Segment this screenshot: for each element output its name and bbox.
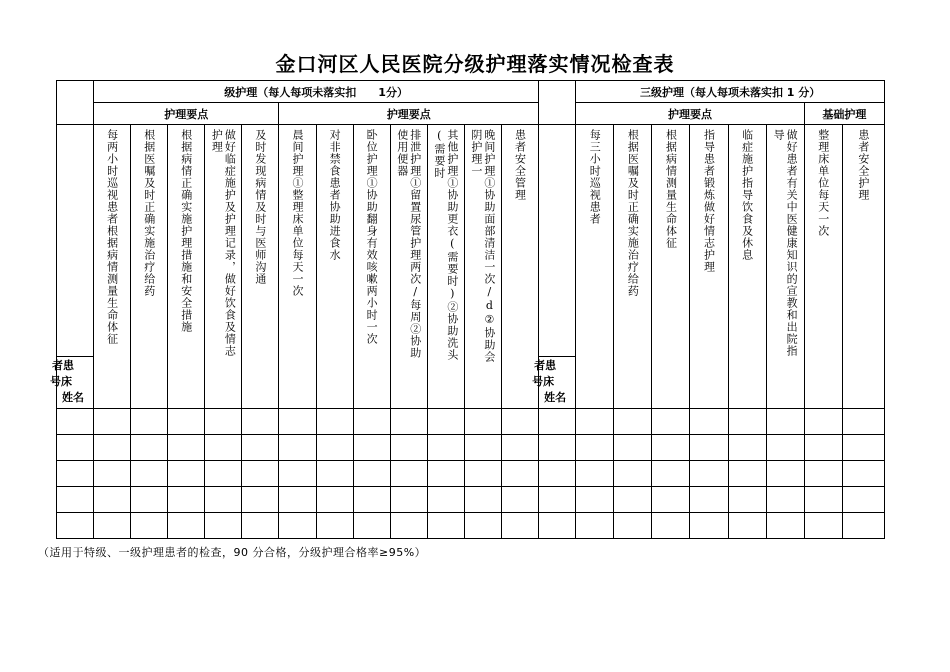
table-row [57,435,885,461]
level2-header: 级护理（每人每项未落实扣 1分） [94,81,539,103]
table-row [57,487,885,513]
level3-item: 根据病情测量生命体征 [652,125,690,409]
level2-item: 每两小时巡视患者根据病情测量生命体征 [94,125,131,409]
footnote: （适用于特级、一级护理患者的检查，90 分合格，分级护理合格率≥95%） [38,546,427,559]
level2-item: 患者安全管理 [501,125,538,409]
level2-group-points-2: 护理要点 [279,103,539,125]
level3-item: 临症施护指导饮食及休息 [728,125,766,409]
level2-group-points: 护理要点 [94,103,279,125]
level3-group-basic: 基础护理 [804,103,884,125]
table-row [57,513,885,539]
level3-item: 根据医嘱及时正确实施治疗给药 [614,125,652,409]
name-label-line3: 姓名 [544,391,567,404]
level2-item: 晚间护理①协助面部清洁一次/d②协助会阴护理一 [464,125,501,409]
level2-item: 卧位护理①协助翻身有效咳嗽两小时一次 [353,125,390,409]
level2-item: 根据医嘱及时正确实施治疗给药 [131,125,168,409]
level3-header: 三级护理（每人每项未落实扣 1 分） [576,81,885,103]
level2-item: 排泄护理①留置尿管护理两次/每周②协助使用便器 [390,125,427,409]
level2-item: 做好临症施护及护理记录，做好饮食及情志护理 [205,125,242,409]
name-label-line3: 姓名 [62,391,84,404]
inspection-table [50,80,885,539]
level2-item: 晨间护理①整理床单位每天一次 [279,125,316,409]
table-row [57,461,885,487]
name-label-line2: 号床 [532,375,555,388]
level3-item: 做好患者有关中医健康知识的宣教和出院指导 [766,125,804,409]
corner-cell-right [539,81,576,125]
level2-item: 对非禁食患者协助进食水 [316,125,353,409]
corner-cell-left [57,81,94,125]
level3-item: 每三小时巡视患者 [576,125,614,409]
level3-item: 患者安全护理 [842,125,884,409]
level2-item: 其他护理①协助更衣(需要时)②协助洗头(需要时 [427,125,464,409]
level3-group-points: 护理要点 [576,103,804,125]
table-row [57,409,885,435]
name-label-line2: 号床 [50,375,72,388]
level2-item: 及时发现病情及时与医师沟通 [242,125,279,409]
level3-item: 指导患者锻炼做好情志护理 [690,125,728,409]
level2-item: 根据病情正确实施护理措施和安全措施 [168,125,205,409]
name-label-line1: 者患 [534,359,557,372]
patient-name-header-2 [532,125,576,409]
name-label-line1: 者患 [52,359,74,372]
level3-item: 整理床单位每天一次 [804,125,842,409]
patient-name-header [50,125,94,409]
page-title: 金口河区人民医院分级护理落实情况检查表 [275,52,675,76]
